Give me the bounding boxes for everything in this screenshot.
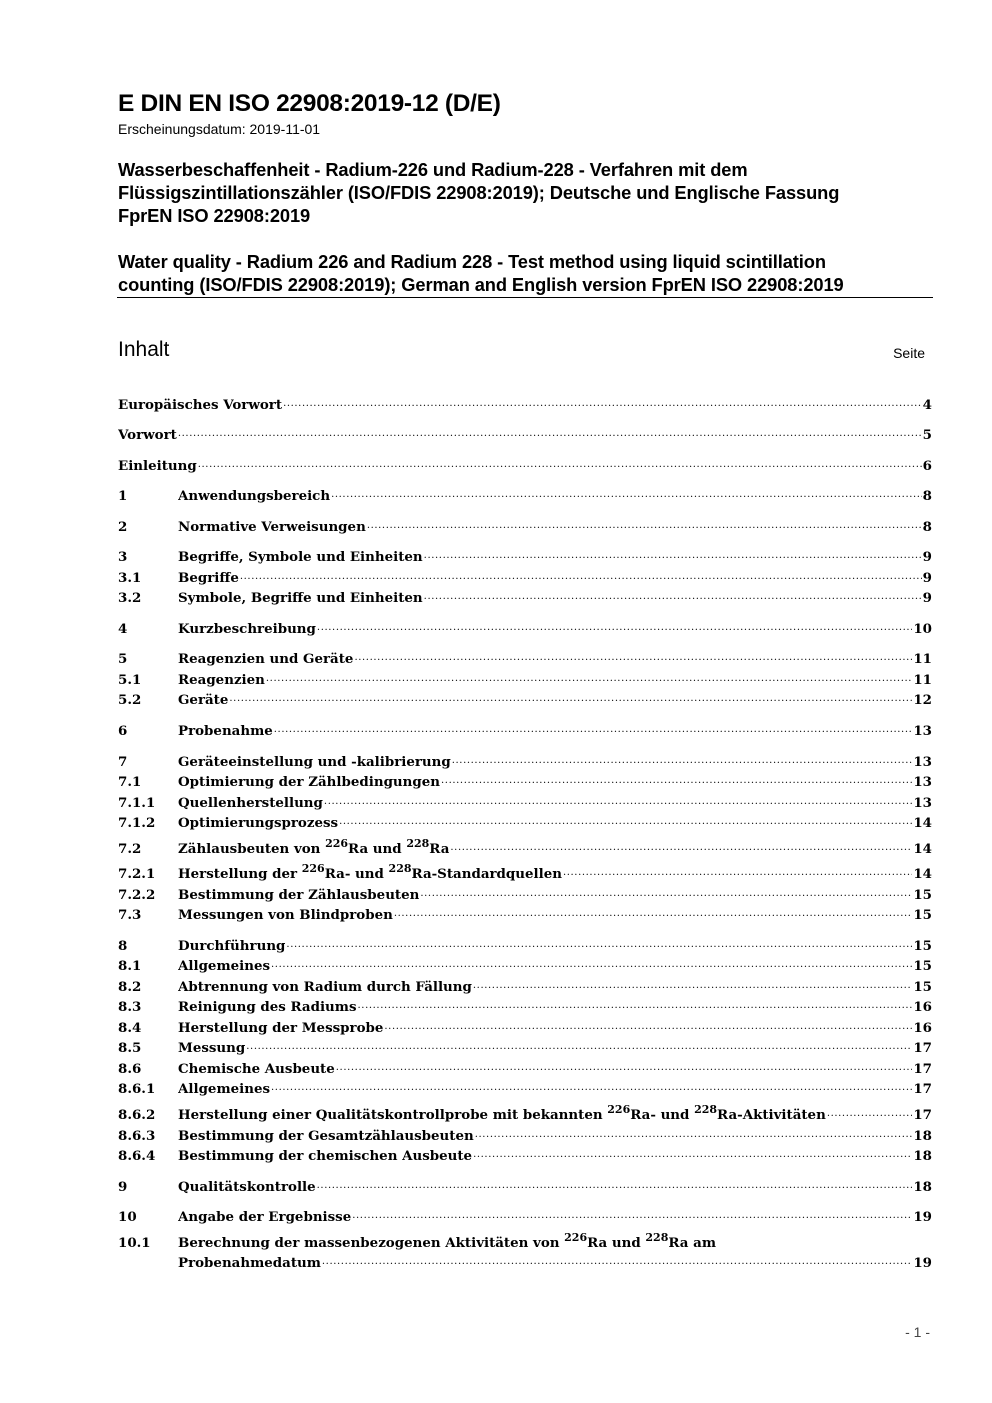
toc-entry-page: 15 <box>913 907 932 923</box>
toc-entry-title: Allgemeines <box>178 1081 271 1097</box>
toc-entry[interactable] <box>118 721 932 741</box>
toc-entry-page: 14 <box>913 841 932 857</box>
toc-heading: Inhalt <box>118 338 170 361</box>
toc-entry[interactable] <box>118 1018 932 1038</box>
toc-entry-title <box>178 839 449 859</box>
toc-entry[interactable] <box>118 1207 932 1227</box>
toc-dot-leader <box>424 547 922 567</box>
toc-entry-continuation[interactable] <box>118 1253 932 1273</box>
toc-entry-title: Allgemeines <box>178 958 271 974</box>
page-number: - 1 - <box>905 1324 930 1340</box>
toc-entry[interactable] <box>118 690 932 710</box>
toc-dot-leader <box>441 772 912 792</box>
toc-entry[interactable] <box>118 425 932 445</box>
toc-entry-number: 8.1 <box>118 958 142 974</box>
toc-dot-leader <box>240 568 922 588</box>
isotope-mass-number: 228 <box>694 1105 718 1116</box>
toc-entry-page: 13 <box>913 723 932 739</box>
toc-dot-leader <box>339 813 912 833</box>
toc-entry[interactable] <box>118 1177 932 1197</box>
toc-entry-title: Abtrennung von Radium durch Fällung <box>178 979 472 995</box>
toc-entry[interactable] <box>118 752 932 772</box>
toc-entry-number: 8.3 <box>118 999 142 1015</box>
toc-entry-page: 16 <box>913 1020 932 1036</box>
toc-entry-page: 15 <box>913 938 932 954</box>
toc-dot-leader <box>358 997 913 1017</box>
toc-entry-page: 9 <box>922 570 932 586</box>
toc-entry[interactable] <box>118 1126 932 1146</box>
isotope-mass-number: 226 <box>301 864 325 875</box>
toc-entry[interactable] <box>118 395 932 415</box>
toc-title-fragment: Ra <box>429 841 450 857</box>
toc-entry[interactable] <box>118 977 932 997</box>
toc-dot-leader <box>563 864 912 884</box>
toc-entry-page: 15 <box>913 887 932 903</box>
title-english-line: Water quality - Radium 226 and Radium 228 - Test method using liquid scintillation <box>118 251 826 272</box>
toc-entry-page: 11 <box>913 651 932 667</box>
toc-entry-title: Herstellung der Messprobe <box>178 1020 384 1036</box>
toc-entry-page: 16 <box>913 999 932 1015</box>
document-code: E DIN EN ISO 22908:2019-12 (D/E) <box>118 90 501 117</box>
toc-entry-page: 5 <box>922 427 932 443</box>
toc-entry-number: 5.1 <box>118 672 142 688</box>
toc-entry-page: 15 <box>913 979 932 995</box>
toc-entry-page: 15 <box>913 958 932 974</box>
toc-dot-leader <box>274 721 913 741</box>
toc-entry-page: 19 <box>913 1209 932 1225</box>
toc-entry[interactable] <box>118 1105 932 1125</box>
toc-entry-number: 5 <box>118 651 128 667</box>
title-divider <box>117 297 933 298</box>
toc-entry[interactable] <box>118 517 932 537</box>
toc-dot-leader <box>473 1146 912 1166</box>
toc-dot-leader <box>271 1079 912 1099</box>
toc-title-fragment: Berechnung der massenbezogenen Aktivitäten von <box>178 1235 565 1251</box>
toc-entry-title: Begriffe, Symbole und Einheiten <box>178 549 423 565</box>
toc-dot-leader <box>331 486 922 506</box>
toc-entry-number: 1 <box>118 488 128 504</box>
toc-dot-leader <box>452 752 913 772</box>
toc-title-fragment: Ra am <box>668 1235 716 1251</box>
isotope-mass-number: 228 <box>388 864 412 875</box>
toc-title-fragment: Herstellung der <box>178 866 302 882</box>
toc-entry-number: 3.2 <box>118 590 142 606</box>
toc-title-fragment: Ra-Standardquellen <box>411 866 562 882</box>
toc-entry-number: 8.6.2 <box>118 1107 156 1123</box>
toc-entry-title: Begriffe <box>178 570 239 586</box>
toc-dot-leader <box>317 619 912 639</box>
toc-entry-page: 6 <box>922 458 932 474</box>
toc-entry-title: Reinigung des Radiums <box>178 999 357 1015</box>
toc-entry[interactable] <box>118 619 932 639</box>
toc-entry-title: Bestimmung der chemischen Ausbeute <box>178 1148 473 1164</box>
toc-entry-title: Anwendungsbereich <box>178 488 331 504</box>
toc-entry-page: 18 <box>913 1128 932 1144</box>
toc-entry[interactable] <box>118 839 932 859</box>
toc-entry[interactable] <box>118 813 932 833</box>
toc-entry-title: Kurzbeschreibung <box>178 621 316 637</box>
toc-entry-title: Reagenzien und Geräte <box>178 651 354 667</box>
toc-entry-title: Optimierung der Zählbedingungen <box>178 774 441 790</box>
toc-entry-page: 8 <box>922 488 932 504</box>
isotope-mass-number: 228 <box>406 839 430 850</box>
toc-dot-leader <box>317 1177 913 1197</box>
toc-dot-leader <box>424 588 922 608</box>
toc-entry-title: Symbole, Begriffe und Einheiten <box>178 590 423 606</box>
toc-entry-title: Messung <box>178 1040 246 1056</box>
toc-entry-number: 7.2.2 <box>118 887 156 903</box>
toc-dot-leader <box>198 456 922 476</box>
toc-dot-leader <box>354 649 912 669</box>
toc-dot-leader <box>352 1207 912 1227</box>
toc-entry-page: 17 <box>913 1107 932 1123</box>
toc-dot-leader <box>336 1059 913 1079</box>
toc-entry-page: 11 <box>913 672 932 688</box>
toc-entry-title: Europäisches Vorwort <box>118 397 283 413</box>
toc-entry[interactable] <box>118 997 932 1017</box>
toc-entry-title <box>178 864 562 884</box>
toc-entry[interactable] <box>118 1146 932 1166</box>
toc-entry-number: 2 <box>118 519 128 535</box>
toc-entry[interactable] <box>118 936 932 956</box>
toc-entry[interactable] <box>118 1059 932 1079</box>
toc-entry-page: 19 <box>913 1255 932 1271</box>
toc-entry-number: 8.6 <box>118 1061 142 1077</box>
toc-entry-page: 13 <box>913 774 932 790</box>
isotope-mass-number: 228 <box>645 1233 669 1244</box>
toc-entry-page: 13 <box>913 754 932 770</box>
toc-entry[interactable] <box>118 670 932 690</box>
toc-entry-page: 13 <box>913 795 932 811</box>
toc-dot-leader <box>367 517 922 537</box>
toc-entry-number: 8.2 <box>118 979 142 995</box>
toc-title-fragment: Ra-Aktivitäten <box>717 1107 826 1123</box>
toc-entry-page: 9 <box>922 549 932 565</box>
toc-entry-number: 7.1.1 <box>118 795 156 811</box>
toc-title-fragment: Zählausbeuten von <box>178 841 326 857</box>
toc-entry-number: 7.2 <box>118 841 142 857</box>
toc-entry-title: Angabe der Ergebnisse <box>178 1209 352 1225</box>
toc-dot-leader <box>271 956 912 976</box>
toc-entry-number: 10.1 <box>118 1235 151 1251</box>
toc-dot-leader <box>827 1105 913 1125</box>
toc-dot-leader <box>229 690 912 710</box>
toc-entry[interactable] <box>118 588 932 608</box>
toc-entry-page: 17 <box>913 1081 932 1097</box>
toc-entry-title <box>178 1233 716 1253</box>
toc-entry-number: 8.4 <box>118 1020 142 1036</box>
toc-entry-number: 10 <box>118 1209 137 1225</box>
toc-entry[interactable] <box>118 649 932 669</box>
toc-entry-page: 10 <box>913 621 932 637</box>
toc-entry[interactable] <box>118 1038 932 1058</box>
toc-dot-leader <box>246 1038 912 1058</box>
toc-entry-number: 8 <box>118 938 128 954</box>
toc-dot-leader <box>178 425 922 445</box>
toc-entry-title: Bestimmung der Gesamtzählausbeuten <box>178 1128 474 1144</box>
toc-entry-number: 7.3 <box>118 907 142 923</box>
toc-entry[interactable] <box>118 772 932 792</box>
toc-entry-title: Vorwort <box>118 427 177 443</box>
toc-entry-title: Probenahme <box>178 723 273 739</box>
toc-entry-title: Einleitung <box>118 458 197 474</box>
toc-entry-number: 8.6.3 <box>118 1128 156 1144</box>
toc-title-fragment: Herstellung einer Qualitätskontrollprobe mit bekannten <box>178 1107 608 1123</box>
toc-entry[interactable] <box>118 1233 932 1253</box>
toc-entry-page: 17 <box>913 1040 932 1056</box>
toc-entry[interactable] <box>118 956 932 976</box>
toc-entry-page: 18 <box>913 1179 932 1195</box>
toc-entry-number: 7 <box>118 754 128 770</box>
isotope-mass-number: 226 <box>607 1105 631 1116</box>
isotope-mass-number: 226 <box>325 839 349 850</box>
isotope-mass-number: 226 <box>564 1233 588 1244</box>
toc-entry-number: 3.1 <box>118 570 142 586</box>
toc-entry-number: 7.1 <box>118 774 142 790</box>
toc-entry[interactable] <box>118 547 932 567</box>
toc-entry-number: 7.1.2 <box>118 815 156 831</box>
toc-entry-title: Quellenherstellung <box>178 795 323 811</box>
toc-dot-leader <box>450 839 912 859</box>
toc-entry-title <box>178 1105 826 1125</box>
toc-entry-title: Geräteeinstellung und -kalibrierung <box>178 754 451 770</box>
toc-title-fragment: Ra und <box>587 1235 646 1251</box>
toc-entry-number: 3 <box>118 549 128 565</box>
toc-dot-leader <box>384 1018 912 1038</box>
toc-entry-title: Messungen von Blindproben <box>178 907 393 923</box>
toc-entry-page: 12 <box>913 692 932 708</box>
toc-dot-leader <box>473 977 912 997</box>
toc-page-label: Seite <box>893 345 925 361</box>
toc-entry[interactable] <box>118 568 932 588</box>
toc-entry-page: 8 <box>922 519 932 535</box>
toc-entry-number: 4 <box>118 621 128 637</box>
toc-title-fragment: Ra und <box>348 841 407 857</box>
toc-entry-page: 14 <box>913 866 932 882</box>
toc-entry[interactable] <box>118 885 932 905</box>
toc-entry-title: Reagenzien <box>178 672 265 688</box>
toc-title-fragment: Ra- und <box>630 1107 695 1123</box>
toc-entry-title: Geräte <box>178 692 229 708</box>
toc-dot-leader <box>283 395 922 415</box>
toc-entry-number: 9 <box>118 1179 128 1195</box>
title-german-line: FprEN ISO 22908:2019 <box>118 205 311 226</box>
toc-entry[interactable] <box>118 905 932 925</box>
toc-entry-number: 8.6.4 <box>118 1148 156 1164</box>
toc-entry-title: Bestimmung der Zählausbeuten <box>178 887 420 903</box>
toc-entry-number: 5.2 <box>118 692 142 708</box>
toc-entry-page: 18 <box>913 1148 932 1164</box>
title-english-line: counting (ISO/FDIS 22908:2019); German and English version FprEN ISO 22908:2019 <box>118 274 844 295</box>
toc-entry-number: 8.5 <box>118 1040 142 1056</box>
toc-entry-page: 17 <box>913 1061 932 1077</box>
toc-dot-leader <box>322 1253 912 1273</box>
toc-entry-title: Probenahmedatum <box>178 1255 321 1271</box>
toc-entry-title: Durchführung <box>178 938 286 954</box>
toc-dot-leader <box>394 905 913 925</box>
toc-entry-page: 14 <box>913 815 932 831</box>
toc-entry-title: Normative Verweisungen <box>178 519 366 535</box>
publication-date: Erscheinungsdatum: 2019-11-01 <box>118 121 321 137</box>
toc-title-fragment: Ra- und <box>324 866 389 882</box>
toc-entry[interactable] <box>118 486 932 506</box>
toc-entry-title: Qualitätskontrolle <box>178 1179 316 1195</box>
toc-entry[interactable] <box>118 864 932 884</box>
toc-entry-page: 9 <box>922 590 932 606</box>
toc-entry[interactable] <box>118 793 932 813</box>
toc-entry[interactable] <box>118 1079 932 1099</box>
toc-dot-leader <box>324 793 912 813</box>
toc-entry-title: Optimierungsprozess <box>178 815 339 831</box>
toc-entry-page: 4 <box>922 397 932 413</box>
toc-dot-leader <box>475 1126 913 1146</box>
toc-entry-number: 6 <box>118 723 128 739</box>
title-german-line: Wasserbeschaffenheit - Radium-226 und Radium-228 - Verfahren mit dem <box>118 159 748 180</box>
toc-dot-leader <box>266 670 912 690</box>
toc-dot-leader <box>286 936 912 956</box>
toc-entry[interactable] <box>118 456 932 476</box>
toc-dot-leader <box>420 885 912 905</box>
title-german-line: Flüssigszintillationszähler (ISO/FDIS 22908:2019); Deutsche und Englische Fassung <box>118 182 840 203</box>
toc-entry-title: Chemische Ausbeute <box>178 1061 335 1077</box>
toc-entry-number: 7.2.1 <box>118 866 156 882</box>
toc-entry-number: 8.6.1 <box>118 1081 156 1097</box>
